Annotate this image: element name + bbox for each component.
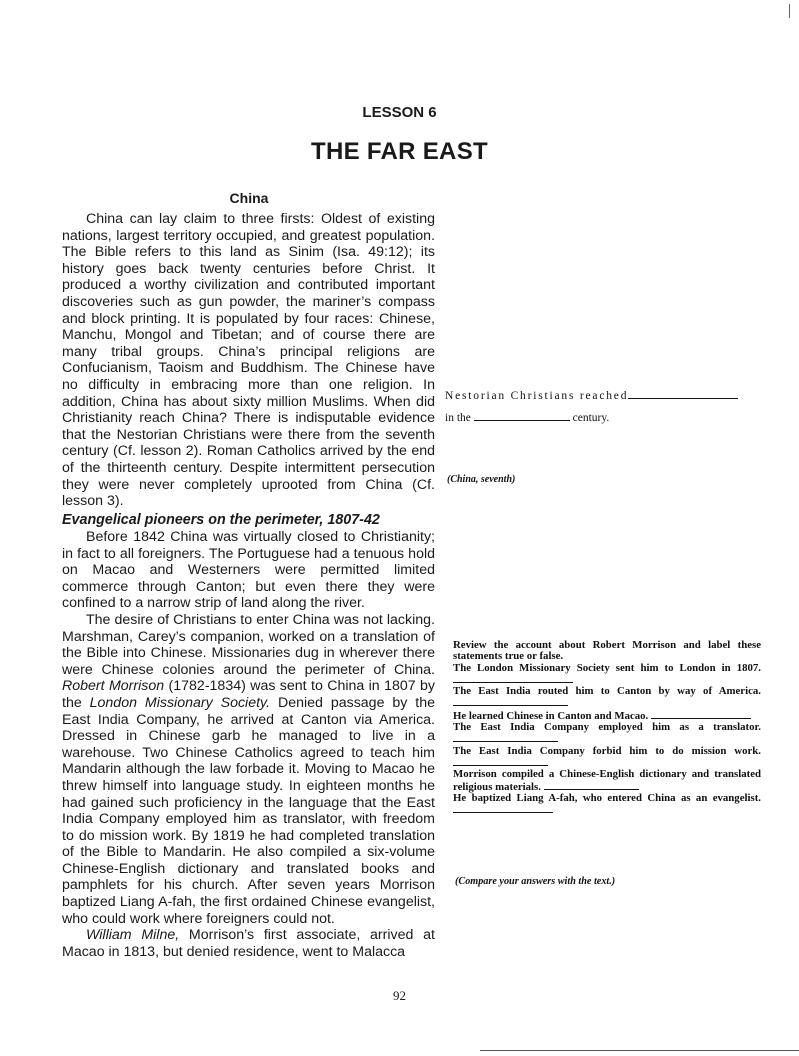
answer-blank — [453, 733, 558, 742]
compare-note: (Compare your answers with the text.) — [455, 876, 616, 887]
page-title: THE FAR EAST — [311, 138, 488, 165]
pioneers-paragraph-1: Before 1842 China was virtually closed to Christianity; in fact to all foreigners. The Portuguese had a tenuous hold on Macao and Westerners were permitted limited commerce through Canton; but even there they were confined to a narrow strip of land along the river. — [62, 529, 435, 612]
text-run: (1782-1834) was sent to China in 1807 by the — [62, 678, 435, 711]
answer-blank — [474, 412, 570, 421]
scan-edge-mark — [789, 4, 790, 18]
exercise-nestorian — [445, 385, 760, 429]
person-name: William Milne, — [86, 927, 180, 944]
review-item — [453, 793, 761, 817]
text-run: The desire of Christians to enter China was not lacking. Marshman, Carey’s companion, worked on a translation of the Bible into Chinese. Missionaries dug in wherever there were Chinese colonies around the perimeter of China. — [62, 611, 435, 678]
pioneers-text — [62, 529, 435, 960]
review-statement: The London Missionary Society sent him to London in 1807. — [453, 661, 761, 674]
answer-blank — [544, 781, 639, 790]
review-item — [453, 769, 761, 793]
review-statement: He learned Chinese in Canton and Macao. — [453, 709, 649, 722]
review-item — [453, 663, 761, 687]
answer-blank — [453, 804, 553, 813]
answer-blank — [453, 697, 568, 706]
answer-blank — [453, 674, 573, 683]
pioneers-paragraph-3 — [62, 927, 435, 960]
exercise-text: century. — [572, 412, 610, 424]
subsection-heading: Evangelical pioneers on the perimeter, 1807-42 — [62, 512, 380, 528]
answer-key: (China, seventh) — [447, 474, 516, 485]
review-exercise — [453, 640, 761, 816]
organization-name: London Missionary Society. — [89, 694, 271, 711]
review-intro: Review the account about Robert Morrison and label these statements true or false. — [453, 639, 761, 663]
review-statement: The East India Company employed him as a translator. — [453, 721, 761, 734]
page-number: 92 — [393, 988, 406, 1003]
answer-blank — [651, 710, 751, 719]
review-item — [453, 722, 761, 746]
review-statement: He baptized Liang A-fah, who entered China as an evangelist. — [453, 791, 761, 804]
exercise-text: in the — [445, 412, 471, 424]
pioneers-paragraph-2 — [62, 612, 435, 927]
lesson-label: LESSON 6 — [362, 104, 437, 121]
review-statement: The East India routed him to Canton by way of America. — [453, 685, 761, 698]
exercise-text: Nestorian Christians reached — [445, 390, 629, 402]
footer-rule — [480, 1050, 799, 1051]
person-name: Robert Morrison — [62, 678, 165, 695]
review-statement: Morrison compiled a Chinese-English dictionary and translated religious materials. — [453, 768, 761, 793]
review-item — [453, 746, 761, 770]
china-paragraph: China can lay claim to three firsts: Oldest of existing nations, largest territory occupied, and greatest population. The Bible refers to this land as Sinim (Isa. 49:12); its history goes back twenty centuries before Christ. It produced a worthy civilization and contributed important discoveries such as gun powder, the mariner’s compass and block printing. It is populated by four races: Chinese, Manchu, Mongol and Tibetan; and of course there are many tribal groups. China’s principal religions are Confucianism, Taoism and Buddhism. The Chinese have no difficulty in embracing more than one religion. In addition, China has about sixty million Muslims. When did Christianity reach China? There is indisputable evidence that the Nestorian Christians were there from the seventh century (Cf. lesson 2). Roman Catholics arrived by the end of the thirteenth century. Despite intermittent persecution they were never completely uprooted from China (Cf. lesson 3). — [62, 211, 435, 510]
answer-blank — [628, 390, 738, 399]
text-run: Denied passage by the East India Company, he arrived at Canton via America. Dressed in Chinese garb he managed to live in a warehouse. Two Chinese Catholics agreed to teach him Mandarin although the law forbade it. Moving to Macao he threw himself into language study. In eighteen months he had gained such proficiency in the language that the East India Company employed him as translator, with freedom to do mission work. By 1819 he had completed translation of the Bible to Mandarin. He also compiled a six-volume Chinese-English dictionary and translated books and pamphlets for his church. After seven years Morrison baptized Liang A-fah, the first ordained Chinese evangelist, who could work where foreigners could not. — [62, 694, 435, 927]
text-run: Morrison’s first associate, arrived at Macao in 1813, but denied residence, went to Malacca — [62, 927, 435, 960]
section-heading: China — [229, 190, 269, 206]
review-statement: The East India Company forbid him to do mission work. — [453, 744, 761, 757]
review-item — [453, 686, 761, 710]
china-intro-text — [62, 211, 435, 510]
answer-blank — [453, 757, 548, 766]
